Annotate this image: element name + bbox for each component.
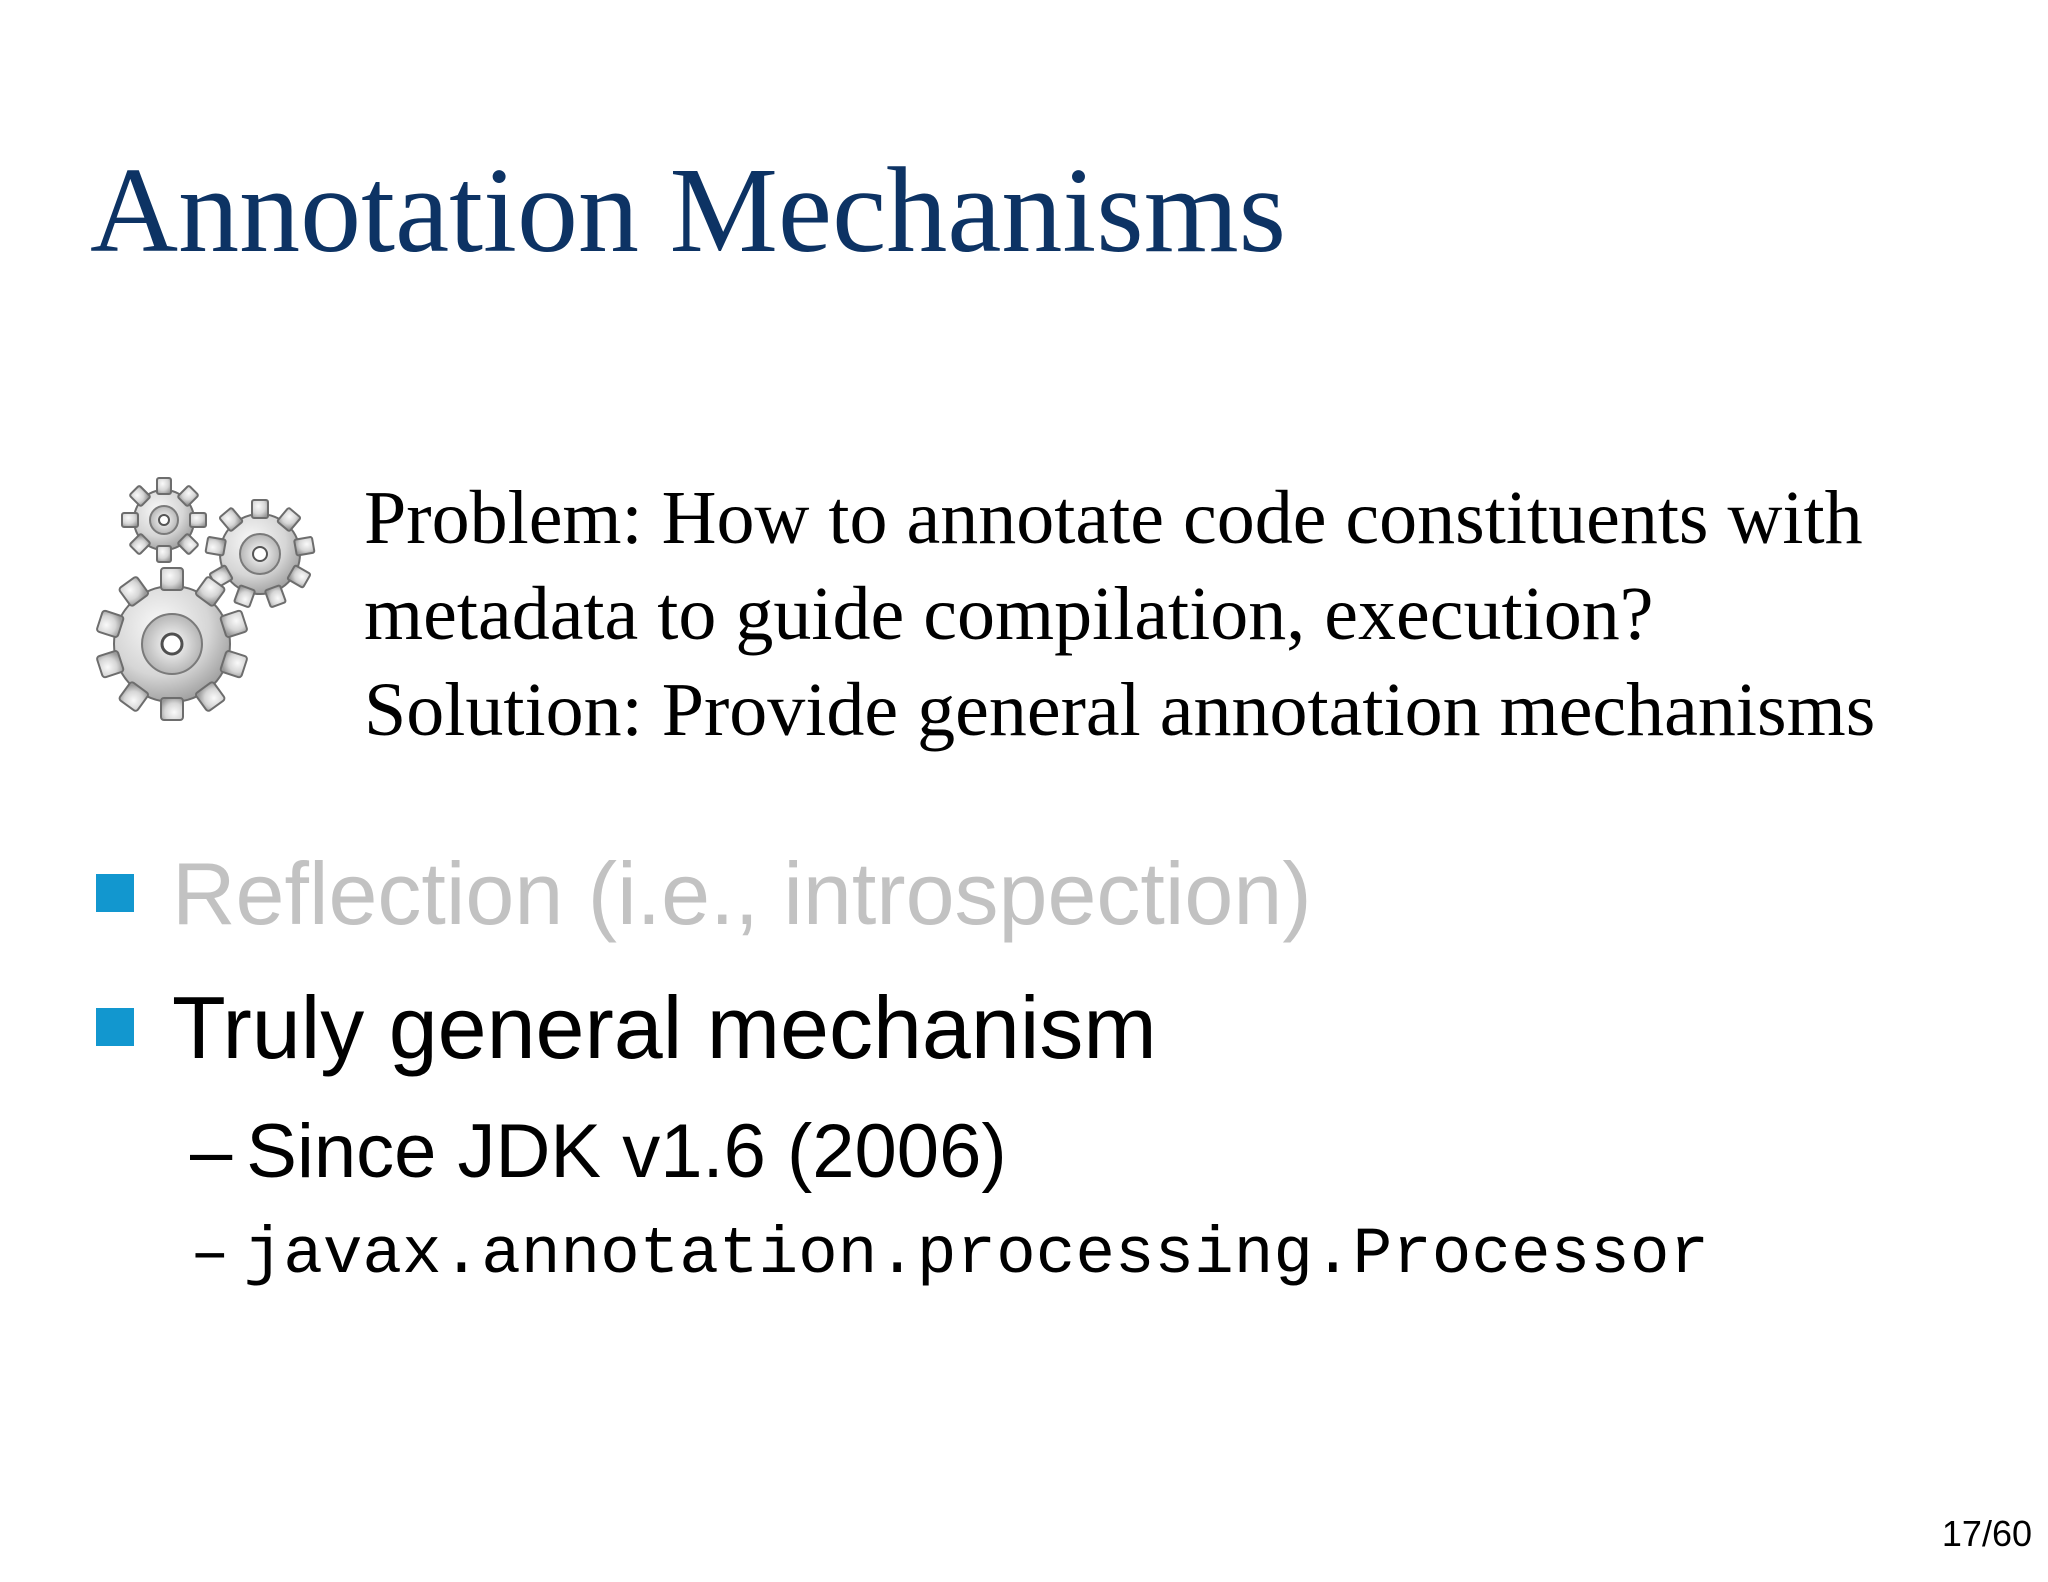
sub-bullet-jdk-version	[190, 1109, 1007, 1194]
bullet-label: Truly general mechanism	[172, 978, 1157, 1077]
problem-line-1: Problem: How to annotate code constituents with	[364, 476, 1863, 560]
sub-bullet-label: Since JDK v1.6 (2006)	[246, 1109, 1007, 1194]
solution-line: Solution: Provide general annotation mechanisms	[364, 668, 1876, 752]
bullet-label: Reflection (i.e., introspection)	[172, 844, 1312, 943]
bullet-square-icon	[96, 1008, 134, 1046]
bullet-square-icon	[96, 874, 134, 912]
sub-bullet-code: javax.annotation.processing.Processor	[243, 1217, 1710, 1292]
page-title: Annotation Mechanisms	[90, 143, 1287, 278]
gears-icon	[92, 462, 332, 732]
sub-bullet-processor-class	[190, 1217, 1710, 1292]
problem-solution-box	[364, 470, 2004, 758]
dash-marker: –	[190, 1217, 230, 1292]
problem-line-2: metadata to guide compilation, execution?	[364, 572, 1654, 656]
dash-marker: –	[190, 1109, 233, 1194]
page-number: 17/60	[1941, 1513, 2032, 1554]
